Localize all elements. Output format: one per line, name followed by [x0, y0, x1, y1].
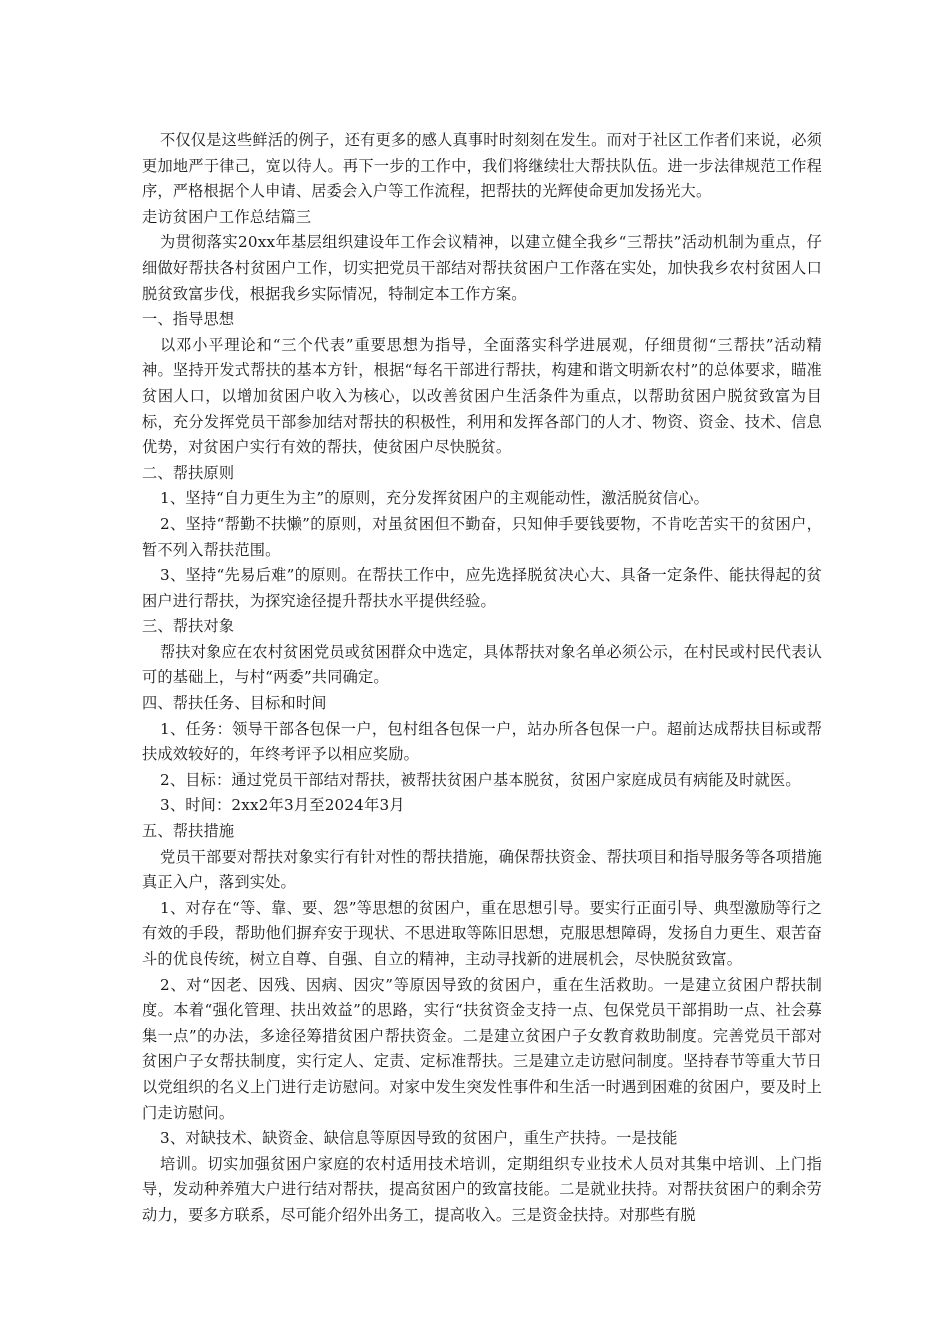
paragraph: 1、对存在“等、靠、要、怨”等思想的贫困户，重在思想引导。要实行正面引导、典型激励等行之有效的手段，帮助他们摒弃安于现状、不思进取等陈旧思想，克服思想障碍，发扬自力更生、艰苦奋斗的优良传统，树立自尊、自强、自立的精神，主动寻找新的进展机会，尽快脱贫致富。 [142, 898, 822, 968]
paragraph: 1、任务：领导干部各包保一户，包村组各包保一户，站办所各包保一户。超前达成帮扶目标或帮扶成效较好的，年终考评予以相应奖励。 [142, 719, 822, 764]
paragraph: 以邓小平理论和“三个代表”重要思想为指导，全面落实科学进展观，仔细贯彻“三帮扶”活动精神。坚持开发式帮扶的基本方针，根据“每名干部进行帮扶，构建和谐文明新农村”的总体要求，瞄准贫困人口，以增加贫困户收入为核心，以改善贫困户生活条件为重点，以帮助贫困户脱贫致富为目标，充分发挥党员干部参加结对帮扶的积极性，利用和发挥各部门的人才、物资、资金、技术、信息优势，对贫困户实行有效的帮扶，使贫困户尽快脱贫。 [142, 335, 822, 457]
paragraph: 3、时间：2xx2年3月至2024年3月 [160, 796, 405, 815]
paragraph: 党员干部要对帮扶对象实行有针对性的帮扶措施，确保帮扶资金、帮扶项目和指导服务等各项措施真正入户，落到实处。 [142, 847, 822, 892]
document-body [142, 128, 822, 1229]
paragraph: 培训。切实加强贫困户家庭的农村适用技术培训，定期组织专业技术人员对其集中培训、上门指导，发动种养殖大户进行结对帮扶，提高贫困户的致富技能。二是就业扶持。对帮扶贫困户的剩余劳动力，要多方联系，尽可能介绍外出务工，提高收入。三是资金扶持。对那些有脱 [142, 1154, 822, 1224]
paragraph: 1、坚持“自力更生为主”的原则，充分发挥贫困户的主观能动性，激活脱贫信心。 [160, 489, 709, 508]
section-heading: 四、帮扶任务、目标和时间 [142, 694, 327, 713]
section-heading: 走访贫困户工作总结篇三 [142, 207, 312, 226]
section-heading: 一、指导思想 [142, 310, 235, 329]
section-heading: 五、帮扶措施 [142, 822, 235, 841]
paragraph: 帮扶对象应在农村贫困党员或贫困群众中选定，具体帮扶对象名单必须公示，在村民或村民代表认可的基础上，与村“两委”共同确定。 [142, 642, 822, 687]
paragraph: 3、对缺技术、缺资金、缺信息等原因导致的贫困户，重生产扶持。一是技能 [160, 1129, 678, 1148]
paragraph: 2、目标：通过党员干部结对帮扶，被帮扶贫困户基本脱贫，贫困户家庭成员有病能及时就医。 [160, 770, 801, 789]
paragraph: 为贯彻落实20xx年基层组织建设年工作会议精神，以建立健全我乡“三帮扶”活动机制为重点，仔细做好帮扶各村贫困户工作，切实把党员干部结对帮扶贫困户工作落在实处，加快我乡农村贫困人口脱贫致富步伐，根据我乡实际情况，特制定本工作方案。 [142, 233, 823, 303]
section-heading: 二、帮扶原则 [142, 463, 235, 482]
paragraph: 2、对“因老、因残、因病、因灾”等原因导致的贫困户，重在生活救助。一是建立贫困户帮扶制度。本着“强化管理、扶出效益”的思路，实行“扶贫资金支持一点、包保党员干部捐助一点、社会募集一点”的办法，多途径筹措贫困户帮扶资金。二是建立贫困户子女教育救助制度。完善党员干部对贫困户子女帮扶制度，实行定人、定责、定标准帮扶。三是建立走访慰问制度。坚持春节等重大节日以党组织的名义上门进行走访慰问。对家中发生突发性事件和生活一时遇到困难的贫困户，要及时上门走访慰问。 [142, 975, 822, 1122]
paragraph: 2、坚持“帮勤不扶懒”的原则，对虽贫困但不勤奋，只知伸手要钱要物，不肯吃苦实干的贫困户，暂不列入帮扶范围。 [142, 514, 822, 559]
section-heading: 三、帮扶对象 [142, 617, 235, 636]
paragraph: 不仅仅是这些鲜活的例子，还有更多的感人真事时时刻刻在发生。而对于社区工作者们来说，必须更加地严于律己，宽以待人。再下一步的工作中，我们将继续壮大帮扶队伍。进一步法律规范工作程序，严格根据个人申请、居委会入户等工作流程，把帮扶的光辉使命更加发扬光大。 [142, 131, 822, 201]
paragraph: 3、坚持“先易后难”的原则。在帮扶工作中，应先选择脱贫决心大、具备一定条件、能扶得起的贫困户进行帮扶，为探究途径提升帮扶水平提供经验。 [142, 566, 822, 610]
